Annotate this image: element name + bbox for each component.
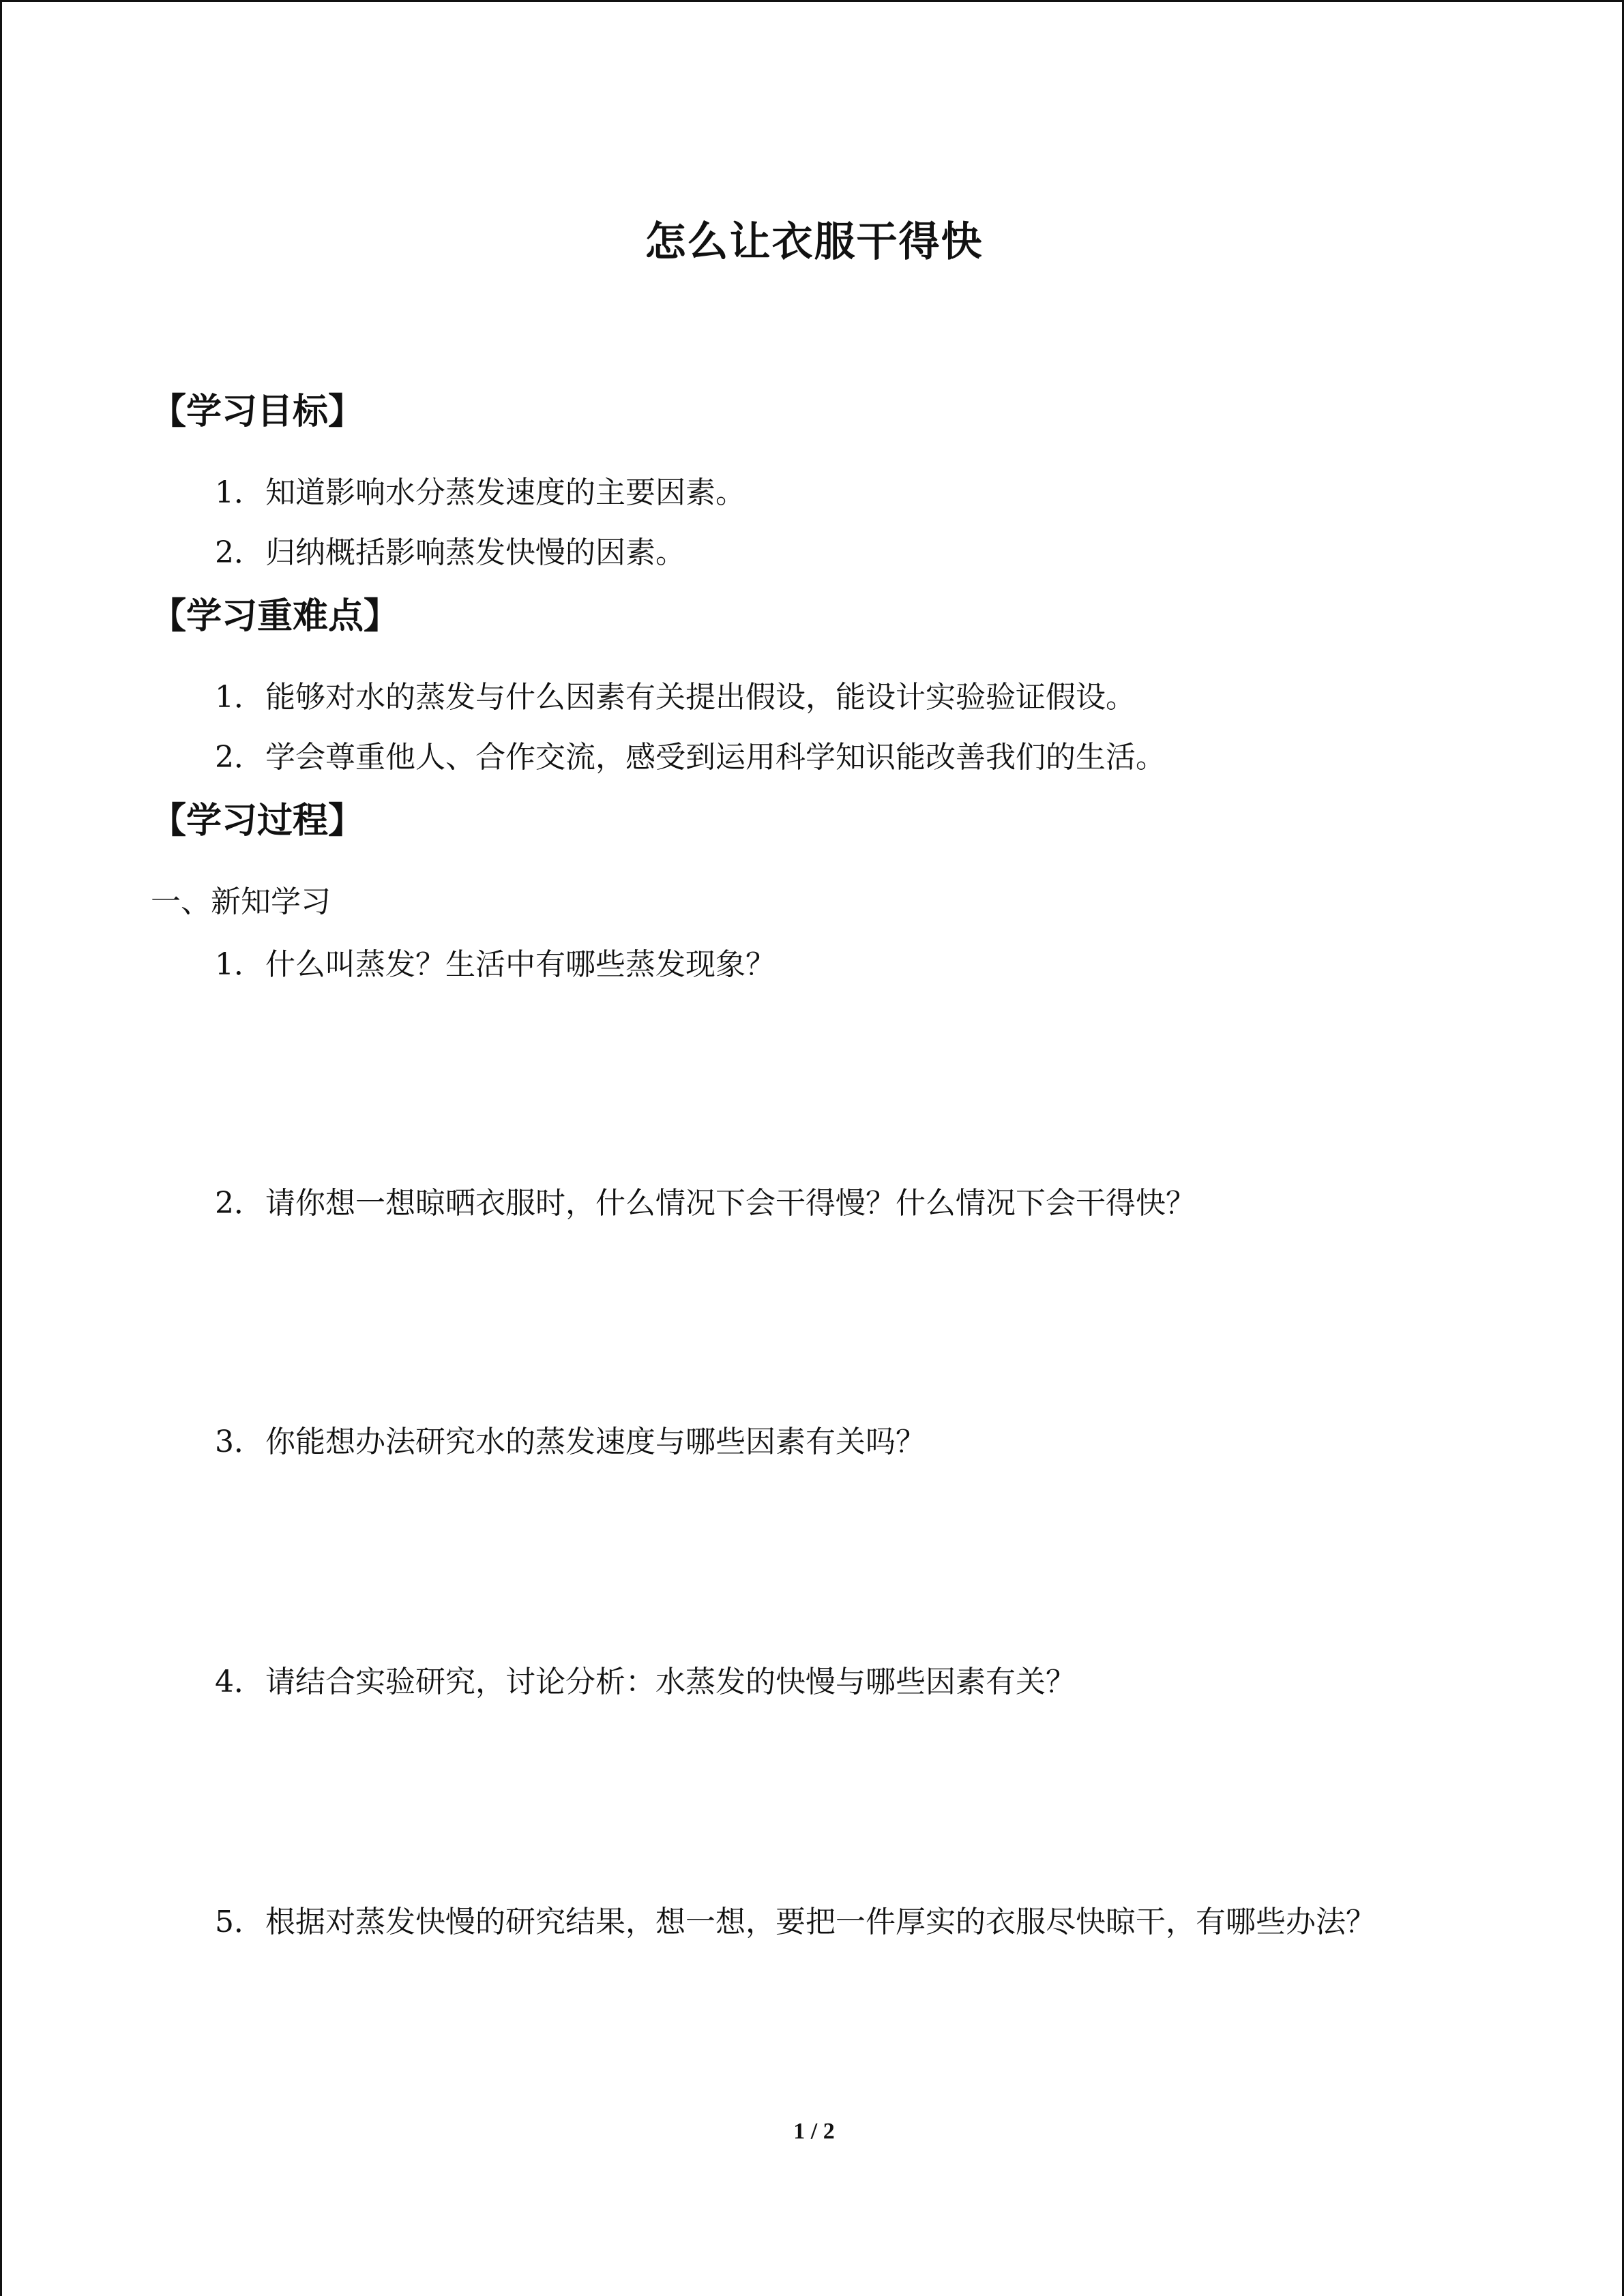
list-item-number: 3． bbox=[215, 1425, 264, 1459]
list-item bbox=[215, 677, 1136, 718]
document-title: 怎么让衣服干得快 bbox=[645, 218, 984, 266]
list-item-text: 能够对水的蒸发与什么因素有关提出假设，能设计实验验证假设。 bbox=[265, 680, 1136, 715]
list-item-text: 根据对蒸发快慢的研究结果，想一想，要把一件厚实的衣服尽快晾干，有哪些办法？ bbox=[265, 1905, 1376, 1939]
list-item-number: 2． bbox=[215, 1186, 264, 1221]
list-item-number: 1． bbox=[215, 475, 264, 510]
list-item-text: 知道影响水分蒸发速度的主要因素。 bbox=[265, 475, 745, 510]
list-item-number: 1． bbox=[215, 680, 264, 715]
list-item bbox=[215, 473, 745, 513]
list-item-text: 什么叫蒸发？生活中有哪些蒸发现象？ bbox=[265, 947, 776, 982]
list-item bbox=[215, 737, 1166, 778]
list-item-number: 2． bbox=[215, 740, 264, 775]
list-item-text: 归纳概括影响蒸发快慢的因素。 bbox=[265, 535, 685, 570]
question-item bbox=[215, 1183, 1196, 1224]
list-item-text: 请结合实验研究，讨论分析：水蒸发的快慢与哪些因素有关？ bbox=[265, 1665, 1076, 1699]
list-item-number: 4． bbox=[215, 1665, 264, 1699]
subsection-heading: 一、新知学习 bbox=[151, 884, 331, 919]
question-item bbox=[215, 1662, 1076, 1703]
list-item-text: 学会尊重他人、合作交流，感受到运用科学知识能改善我们的生活。 bbox=[265, 740, 1166, 775]
section-heading-objectives: 【学习目标】 bbox=[151, 391, 364, 432]
list-item-number: 1． bbox=[215, 947, 264, 982]
list-item-text: 你能想办法研究水的蒸发速度与哪些因素有关吗？ bbox=[265, 1425, 926, 1459]
page-number: 1 / 2 bbox=[793, 2119, 835, 2144]
question-item bbox=[215, 1902, 1376, 1943]
list-item-number: 5． bbox=[215, 1905, 264, 1939]
list-item-number: 2． bbox=[215, 535, 264, 570]
list-item bbox=[215, 533, 685, 573]
section-heading-key-points: 【学习重难点】 bbox=[151, 596, 400, 637]
question-item bbox=[215, 1422, 926, 1463]
list-item-text: 请你想一想晾晒衣服时，什么情况下会干得慢？什么情况下会干得快？ bbox=[265, 1186, 1196, 1221]
section-heading-process: 【学习过程】 bbox=[151, 801, 364, 841]
question-item bbox=[215, 944, 776, 985]
